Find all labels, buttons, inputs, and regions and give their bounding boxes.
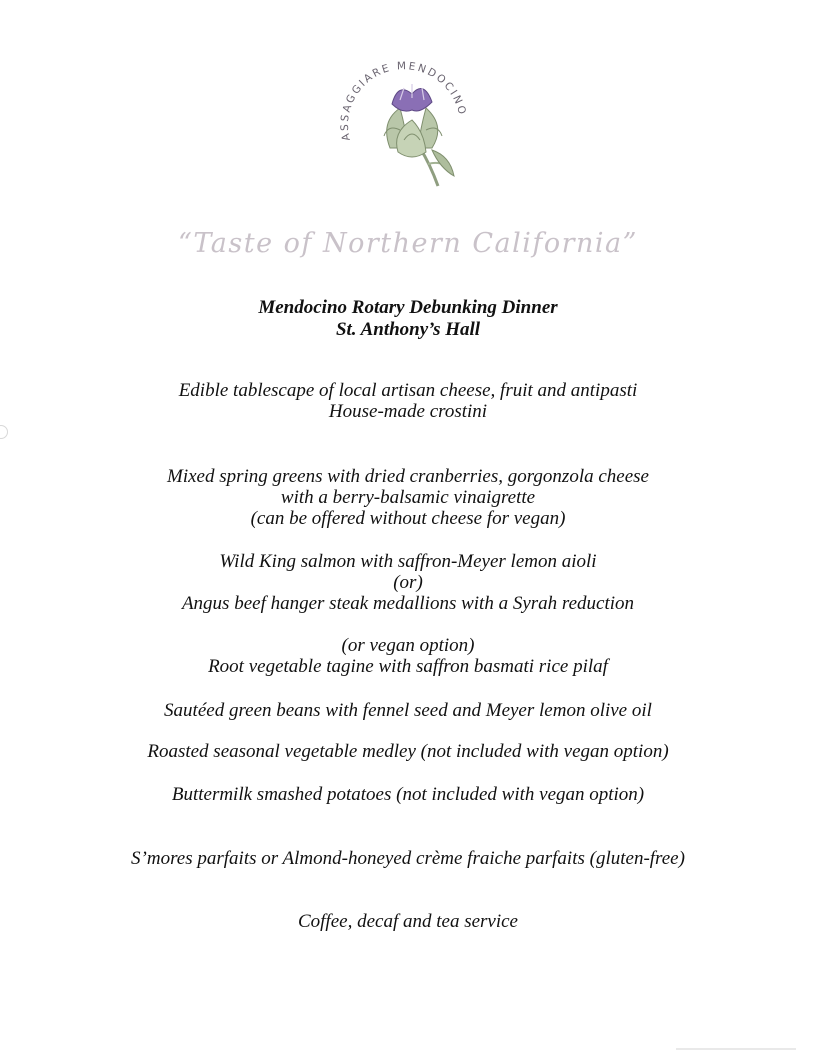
logo <box>328 52 478 192</box>
scan-edge-mark <box>676 1048 796 1050</box>
side-potatoes <box>0 784 816 805</box>
event-name: Mendocino Rotary Debunking Dinner <box>258 297 558 318</box>
side-beans <box>0 700 816 721</box>
artichoke-icon <box>328 52 478 192</box>
side-vegetables <box>0 741 816 762</box>
course-salad <box>0 466 816 529</box>
dessert-line: S’mores parfaits or Almond-honeyed crème fraiche parfaits (gluten-free) <box>131 848 685 869</box>
appetizer-line-2: House-made crostini <box>328 401 488 422</box>
event-venue: St. Anthony’s Hall <box>335 319 481 340</box>
salad-line-2: with a berry-balsamic vinaigrette <box>280 487 536 508</box>
course-appetizer <box>0 380 816 422</box>
course-vegan <box>0 635 816 677</box>
beverage-line: Coffee, decaf and tea service <box>297 911 518 932</box>
potatoes-line: Buttermilk smashed potatoes (not included with vegan option) <box>171 784 645 805</box>
mains-line-1: Wild King salmon with saffron-Meyer lemon aioli <box>219 551 597 572</box>
course-mains <box>0 551 816 614</box>
course-dessert <box>0 848 816 869</box>
scan-margin-mark <box>0 425 8 439</box>
event-title <box>0 297 816 341</box>
mains-line-2: (or) <box>393 572 423 593</box>
salad-line-3: (can be offered without cheese for vegan) <box>250 508 566 529</box>
mains-line-3: Angus beef hanger steak medallions with a Syrah reduction <box>181 593 635 614</box>
vegan-line-2: Root vegetable tagine with saffron basmati rice pilaf <box>208 656 608 677</box>
vegetables-line: Roasted seasonal vegetable medley (not included with vegan option) <box>147 741 669 762</box>
beans-line: Sautéed green beans with fennel seed and Meyer lemon olive oil <box>164 700 652 721</box>
salad-line-1: Mixed spring greens with dried cranberries, gorgonzola cheese <box>167 466 649 487</box>
logo-brand-text: ASSAGGIARE MENDOCINO <box>338 60 469 142</box>
appetizer-line-1: Edible tablescape of local artisan cheese, fruit and antipasti <box>178 380 638 401</box>
vegan-line-1: (or vegan option) <box>341 635 475 656</box>
beverage-service <box>0 911 816 932</box>
tagline: “Taste of Northern California” <box>178 228 638 259</box>
